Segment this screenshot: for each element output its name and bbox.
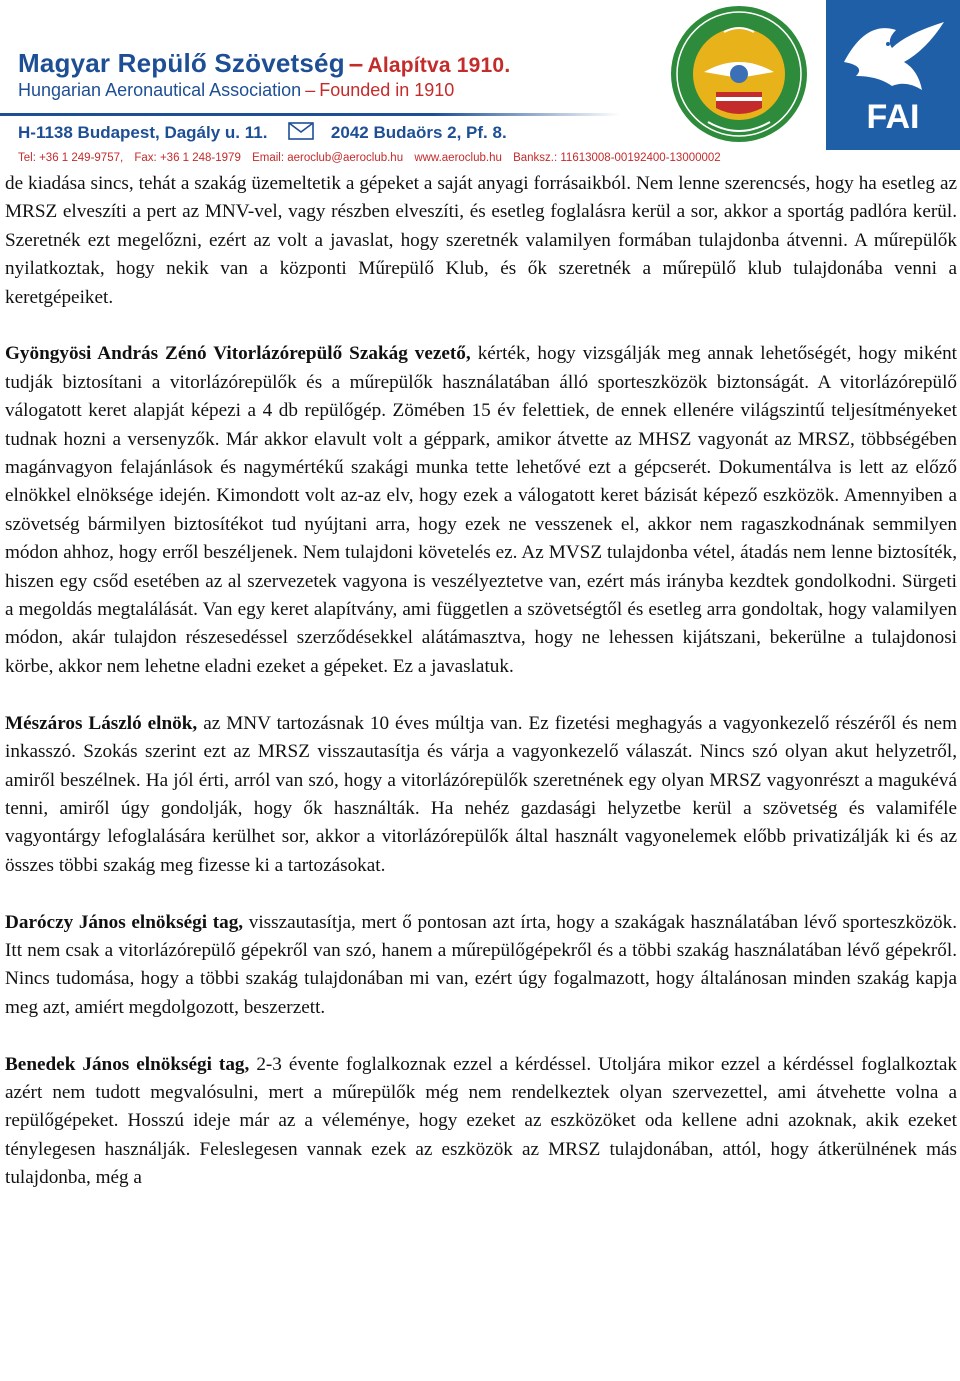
org-sub-dash: – [305,80,316,100]
speaker-name: Mészáros László elnök, [5,712,198,734]
founded-hu: Alapítva 1910. [367,54,511,77]
fai-label: FAI [866,98,920,136]
paragraph-text: 2-3 évente foglalkoznak ezzel a kérdéssel. Utoljára mikor ezzel a kérdéssel foglalkoztak azért nem tudott megvalósulni, mert a műrepülők még nem rendelkeztek olyan szervezettel, ami átvehette volna a repülőgépeket. Hosszú ideje már az a véleménye, hogy ezeket az eszközöket oda kellene adni azoknak, akik ezeket ténylegesen használják. Feleslegesen vannak ezek az eszközök az MRSZ tulajdonában, attól, hogy átkerülnének más tulajdonba, még a [5,1053,957,1189]
address-row [18,122,507,145]
mrsz-emblem-icon [664,2,814,152]
header-rule [0,113,620,116]
paragraph-1 [5,170,957,312]
address-budapest: H-1138 Budapest, Dagály u. 11. [18,122,268,142]
org-name-dash: – [348,48,364,78]
bank-account: Banksz.: 11613008-00192400-13000002 [513,152,721,164]
envelope-icon [288,122,314,145]
org-name [18,48,510,79]
phone-text: Tel: +36 1 249-9757, [18,152,124,164]
paragraph-text: de kiadása sincs, tehát a szakág üzemeltetik a gépeket a saját anyagi forrásaikból. Nem lenne szerencsés, hogy ha esetleg az MRSZ elveszíti a pert az MNV-vel, vagy részben elveszíti, és esetleg foglalásra kerül a sor, akkor a sportág padlóra kerül. Szeretnék ezt megelőzni, ezért az volt a javaslat, hogy szeretnék valamilyen formában tulajdonba átvenni. A műrepülők nyilatkoztak, hogy nekik van a központi Műrepülő Klub, és ők szeretnék a műrepülő klub tulajdonába venni a keretgépeiket. [5,173,957,308]
fai-eagle-icon [826,0,960,150]
paragraph-text: az MNV tartozásnak 10 éves múltja van. Ez fizetési meghagyás a vagyonkezelő részéről és nem inkasszó. Szokás szerint ezt az MRSZ visszautasítja és várja a vagyonkezelő válaszát. Nincs szó olyan akut helyzetről, amiről beszélnek. Ha jól érti, arról van szó, hogy a vitorlázórepülők szeretnének egy olyan MRSZ vagyonrészt a magukévá tenni, amiről úgy gondolják, hogy ők használták. Ha nehéz gazdasági helyzetbe kerül a szövetség és valamiféle vagyontárgy lefoglalására kerülhet sor, akkor a vitorlázórepülők által használt vagyonelemek előbb privatizálják ki és az összes többi szakág meg fizesse ki a tartozásokat. [5,712,957,876]
contact-row [18,152,729,164]
paragraph-meszaros [5,710,957,880]
paragraph-text: visszautasítja, mert ő pontosan azt írta, hogy a szakágak használatában lévő sporteszközök. Itt nem csak a vitorlázórepülő gépekről van szó, hanem a műrepülőgépekről és a többi szakág használatában lévő gépekről. Nincs tudomása, hogy a többi szakág tulajdonában mi van, ezért úgy fogalmazott, hogy általánosan minden szakág kapja meg azt, amiért megdolgozott, beszerzett. [5,911,958,1018]
website-link[interactable]: www.aeroclub.hu [414,152,502,164]
org-name-text: Magyar Repülő Szövetség [18,48,345,78]
speaker-name: Benedek János elnökségi tag, [5,1053,250,1075]
letterhead [0,0,960,172]
fax-text: Fax: +36 1 248-1979 [134,152,241,164]
address-budaors: 2042 Budaörs 2, Pf. 8. [330,122,507,142]
paragraph-text: kérték, hogy vizsgálják meg annak lehetőségét, hogy miként tudják biztosítani a vitorlázórepülők és a műrepülők használatában álló sporteszközök biztonságát. A vitorlázórepülő válogatott keret alapját képezi a 4 db repülőgép. Zömében 15 év felettiek, de ennek ellenére világszintű teljesítményeket tudnak hozni a versenyzők. Már akkor elavult volt a géppark, amikor átvette az MHSZ vagyonát az MRSZ, többségében magánvagyon felajánlások és nagymértékű szakági munka tette lehetővé ezt a gépcserét. Dokumentálva is lett az előző elnökkel elnöksége idején. Kimondott volt az-az elv, hogy ezek a válogatott keret bázisát képező eszközök. Amennyiben a szövetség bármilyen biztosítékot tud nyújtani arra, hogy ezek ne vesszenek el, akkor nem ragaszkodnának semmilyen módon ahhoz, hogy erről beszéljenek. Nem tulajdoni követelés ez. Az MVSZ tulajdonba vétel, átadás nem lenne biztosíték, hiszen egy csőd esetében az al szervezetek vagyona is veszélyeztetve van, ezért más irányba kezdtek gondolkodni. Sürgeti a megoldás megtalálását. Van egy keret alapítvány, ami független a szövetségtől és esetleg arra gondoltak, hogy valamilyen módon, akár tulajdon részesedéssel szerződésekkel alátámasztva, hogy ne lehessen kijátszani, bekerülne a tulajdonosi körbe, akkor nem lehetne eladni ezeket a gépeket. Ez a javaslatuk. [5,343,958,677]
speaker-name: Daróczy János elnökségi tag, [5,911,244,933]
founded-en: Founded in 1910 [319,80,455,100]
document-body [5,170,957,1221]
paragraph-gyongyosi [5,340,957,681]
paragraph-benedek [5,1051,957,1193]
org-name-en-text: Hungarian Aeronautical Association [18,80,302,100]
org-name-en [18,80,454,101]
speaker-name: Gyöngyösi András Zénó Vitorlázórepülő Szakág vezető, [5,343,471,365]
paragraph-daroczy [5,909,957,1023]
email-link[interactable]: Email: aeroclub@aeroclub.hu [252,152,404,164]
